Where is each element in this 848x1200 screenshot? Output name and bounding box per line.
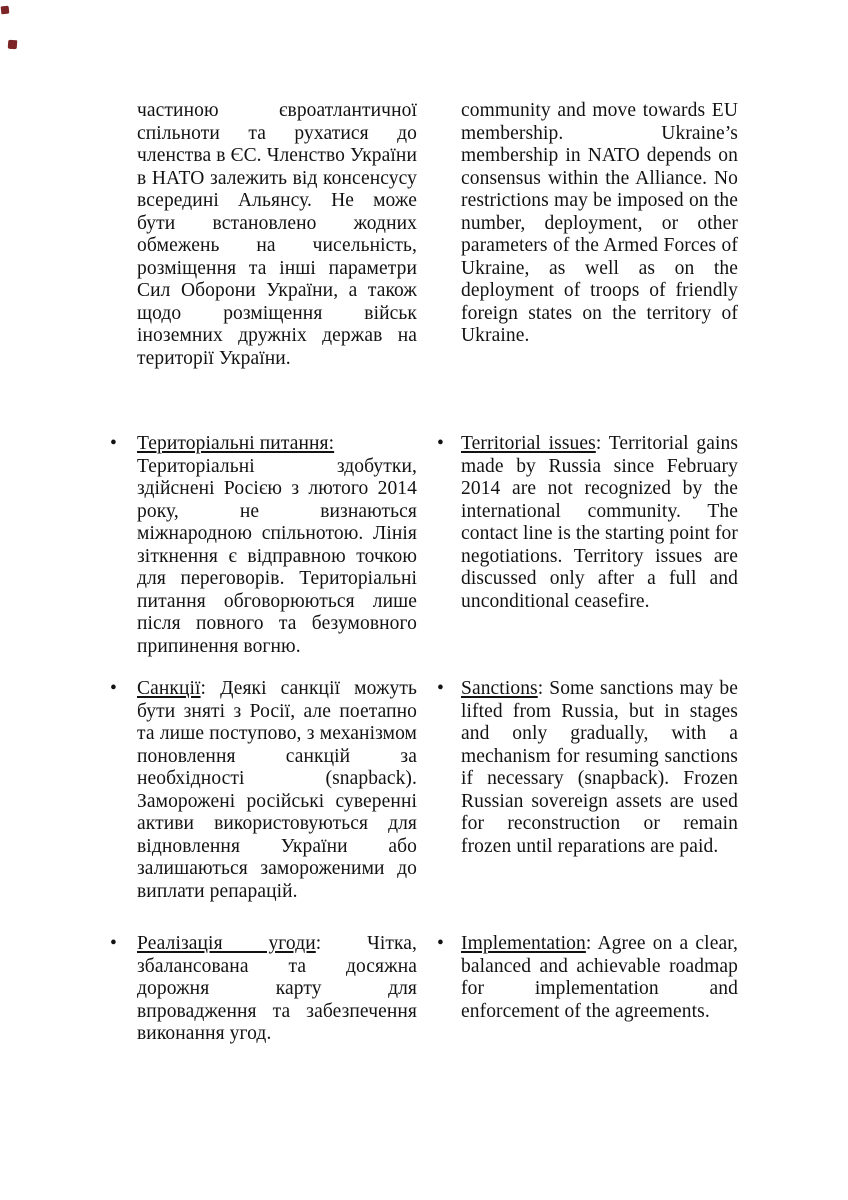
body-text: : Some sanctions may be lifted from Russia, but in stages and only gradually, with a mechanism for resuming sanctions if necessary (snapback). Frozen Russian sovereign assets are used for reconstruction or remain frozen until reparations are paid.	[461, 678, 738, 857]
english-cell-implementation	[437, 933, 738, 1046]
body-text: : Agree on a clear, balanced and achievable roadmap for implementation and enforcement of the agreements.	[461, 933, 738, 1022]
body-text: : Territorial gains made by Russia since February 2014 are not recognized by the international community. The contact line is the starting point for negotiations. Territory issues are discussed only after a full and unconditional ceasefire.	[461, 433, 739, 612]
heading-underlined: Sanctions	[461, 678, 538, 699]
heading-underlined: Санкції	[137, 678, 201, 699]
paragraph-english-membership	[461, 100, 738, 348]
ukrainian-cell-membership	[110, 100, 417, 370]
ukrainian-cell-territorial	[110, 433, 417, 658]
body-text: частиною євроатлантичної спільноти та рухатися до членства в ЄС. Членство України в НАТО залежить від консенсусу всередині Альянсу. Не може бути встановлено жодних обмежень на чисельність, розміщення та інші параметри Сил Оборони України, а також щодо розміщення військ іноземних дружніх держав на території України.	[137, 100, 417, 369]
red-ink-mark-top	[1, 6, 10, 15]
heading-underlined: Territorial issues	[461, 433, 596, 454]
english-cell-sanctions	[437, 678, 738, 903]
section-membership	[110, 100, 738, 370]
paragraph-english-implementation	[461, 933, 738, 1023]
bullet-icon: •	[437, 433, 444, 454]
section-territorial-issues	[110, 433, 738, 658]
bullet-icon: •	[110, 433, 117, 454]
red-ink-mark-lower	[8, 40, 18, 50]
english-cell-membership	[437, 100, 738, 370]
ukrainian-cell-implementation	[110, 933, 417, 1046]
heading-underlined: Implementation	[461, 933, 586, 954]
paragraph-ukrainian-sanctions	[137, 678, 417, 903]
body-text: : Деякі санкції можуть бути зняті з Росії, але поетапно та лише поступово, з механізмом поновлення санкцій за необхідності (snapback). Заморожені російські суверенні активи використовуються для відновлення України або залишаються замороженими до виплати репарацій.	[137, 678, 417, 902]
heading-underlined: Територіальні питання:	[137, 433, 335, 454]
bullet-icon: •	[437, 678, 444, 699]
body-text: : Чітка, збалансована та досяжна дорожня карту для впровадження та забезпечення виконання угод.	[137, 933, 417, 1044]
body-text: Територіальні здобутки, здійснені Росією з лютого 2014 року, не визнаються міжнародною спільнотою. Лінія зіткнення є відправною точкою для переговорів. Територіальні питання обговорюються лише після повного та безумовного припинення вогню.	[137, 455, 417, 657]
paragraph-ukrainian-territorial	[137, 433, 417, 658]
section-implementation	[110, 933, 738, 1046]
bullet-icon: •	[110, 678, 117, 699]
paragraph-ukrainian-implementation	[137, 933, 417, 1046]
ukrainian-cell-sanctions	[110, 678, 417, 903]
paragraph-english-sanctions	[461, 678, 738, 858]
body-text: community and move towards EU membership. Ukraine’s membership in NATO depends on consensus within the Alliance. No restrictions may be imposed on the number, deployment, or other parameters of the Armed Forces of Ukraine, as well as on the deployment of troops of friendly foreign states on the territory of Ukraine.	[461, 100, 738, 346]
section-sanctions	[110, 678, 738, 903]
bullet-icon: •	[437, 933, 444, 954]
english-cell-territorial	[437, 433, 738, 658]
paragraph-english-territorial	[461, 433, 738, 613]
bullet-icon: •	[110, 933, 117, 954]
heading-underlined: Реалізація угоди	[137, 933, 316, 954]
paragraph-ukrainian-membership	[137, 100, 417, 370]
